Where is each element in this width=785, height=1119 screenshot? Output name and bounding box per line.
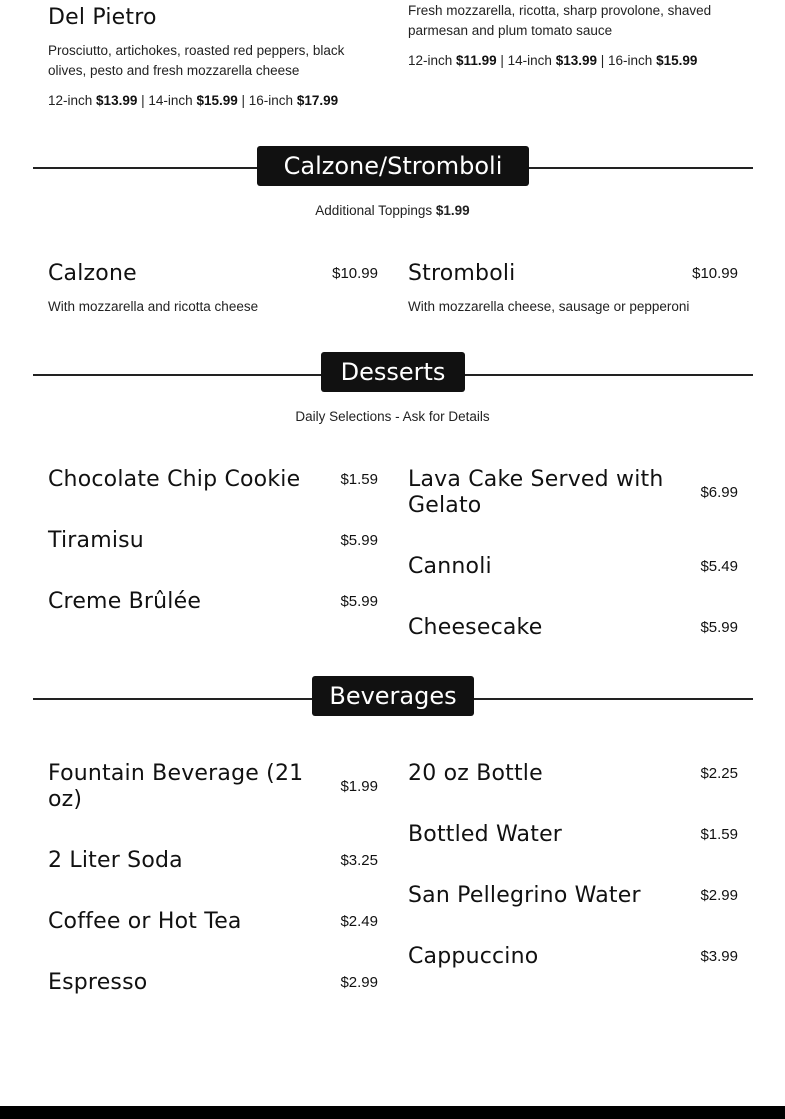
size-price: $17.99 (296, 93, 339, 108)
item-price-lava-cake: $6.99 (700, 484, 738, 501)
size-price: $15.99 (656, 53, 698, 68)
item-price-20-oz-bottle: $2.25 (700, 765, 738, 782)
item-name-coffee-or-hot-tea: Coffee or Hot Tea (48, 909, 242, 934)
size-price: $13.99 (555, 53, 597, 68)
item-price-cappuccino: $3.99 (700, 948, 738, 965)
item-name-cappuccino: Cappuccino (408, 944, 539, 969)
item-name-2-liter-soda: 2 Liter Soda (48, 848, 183, 873)
item-name-stromboli: Stromboli (408, 261, 516, 286)
note-label: Additional Toppings (315, 203, 433, 218)
size-label: 14-inch (507, 53, 552, 68)
size-label: 14-inch (148, 93, 193, 108)
size-price: $11.99 (456, 53, 497, 68)
item-price-chocolate-chip-cookie: $1.59 (340, 471, 378, 488)
size-label: 16-inch (608, 53, 653, 68)
item-name-tiramisu: Tiramisu (48, 528, 144, 553)
item-name-lava-cake: Lava Cake Served with Gelato (408, 467, 664, 518)
footer-bar (0, 1106, 785, 1119)
separator: | (241, 93, 246, 108)
item-desc-calzone: With mozzarella and ricotta cheese (48, 299, 259, 314)
item-name-calzone: Calzone (48, 261, 137, 286)
size-price: $15.99 (196, 93, 238, 108)
size-label: 12-inch (408, 53, 453, 68)
item-price-fountain-beverage: $1.99 (340, 778, 378, 795)
item-price-cannoli: $5.49 (700, 558, 738, 575)
size-label: 16-inch (248, 93, 294, 108)
item-price-calzone: $10.99 (332, 265, 378, 282)
separator: | (600, 53, 605, 68)
section-note-daily-selections: Daily Selections - Ask for Details (295, 409, 490, 424)
item-price-bottled-water: $1.59 (700, 826, 738, 843)
separator: | (141, 93, 145, 108)
item-price-coffee-or-hot-tea: $2.49 (340, 913, 378, 930)
item-price-stromboli: $10.99 (692, 265, 738, 282)
item-name-creme-brulee: Creme Brûlée (48, 589, 202, 614)
item-name-20-oz-bottle: 20 oz Bottle (408, 761, 543, 786)
item-price-tiramisu: $5.99 (340, 532, 378, 549)
item-name-fountain-beverage: Fountain Beverage (21 oz) (48, 761, 304, 812)
item-desc-stromboli: With mozzarella cheese, sausage or pepperoni (408, 299, 690, 314)
item-name-cheesecake: Cheesecake (408, 615, 543, 640)
item-price-cheesecake: $5.99 (700, 619, 738, 636)
item-price-san-pellegrino-water: $2.99 (700, 887, 738, 904)
note-price: $1.99 (435, 203, 470, 218)
section-title-desserts: Desserts (321, 352, 465, 392)
size-prices-del-pietro (48, 91, 378, 111)
separator: | (500, 53, 504, 68)
section-note-additional-toppings (0, 202, 785, 220)
item-desc-cheese-blend: Fresh mozzarella, ricotta, sharp provolone, shaved parmesan and plum tomato sauce (408, 3, 712, 38)
size-prices-cheese-blend (408, 51, 738, 71)
section-title-beverages: Beverages (312, 676, 474, 716)
item-name-del-pietro: Del Pietro (48, 5, 157, 30)
size-price: $13.99 (96, 93, 138, 108)
item-name-san-pellegrino-water: San Pellegrino Water (408, 883, 641, 908)
item-price-2-liter-soda: $3.25 (340, 852, 378, 869)
item-price-creme-brulee: $5.99 (340, 593, 378, 610)
size-label: 12-inch (48, 93, 93, 108)
section-title-calzone-stromboli: Calzone/Stromboli (257, 146, 529, 186)
item-name-chocolate-chip-cookie: Chocolate Chip Cookie (48, 467, 301, 492)
item-desc-del-pietro: Prosciutto, artichokes, roasted red peppers, black olives, pesto and fresh mozzarella cheese (48, 43, 345, 78)
item-name-espresso: Espresso (48, 970, 148, 995)
item-name-cannoli: Cannoli (408, 554, 492, 579)
item-price-espresso: $2.99 (340, 974, 378, 991)
item-name-bottled-water: Bottled Water (408, 822, 563, 847)
